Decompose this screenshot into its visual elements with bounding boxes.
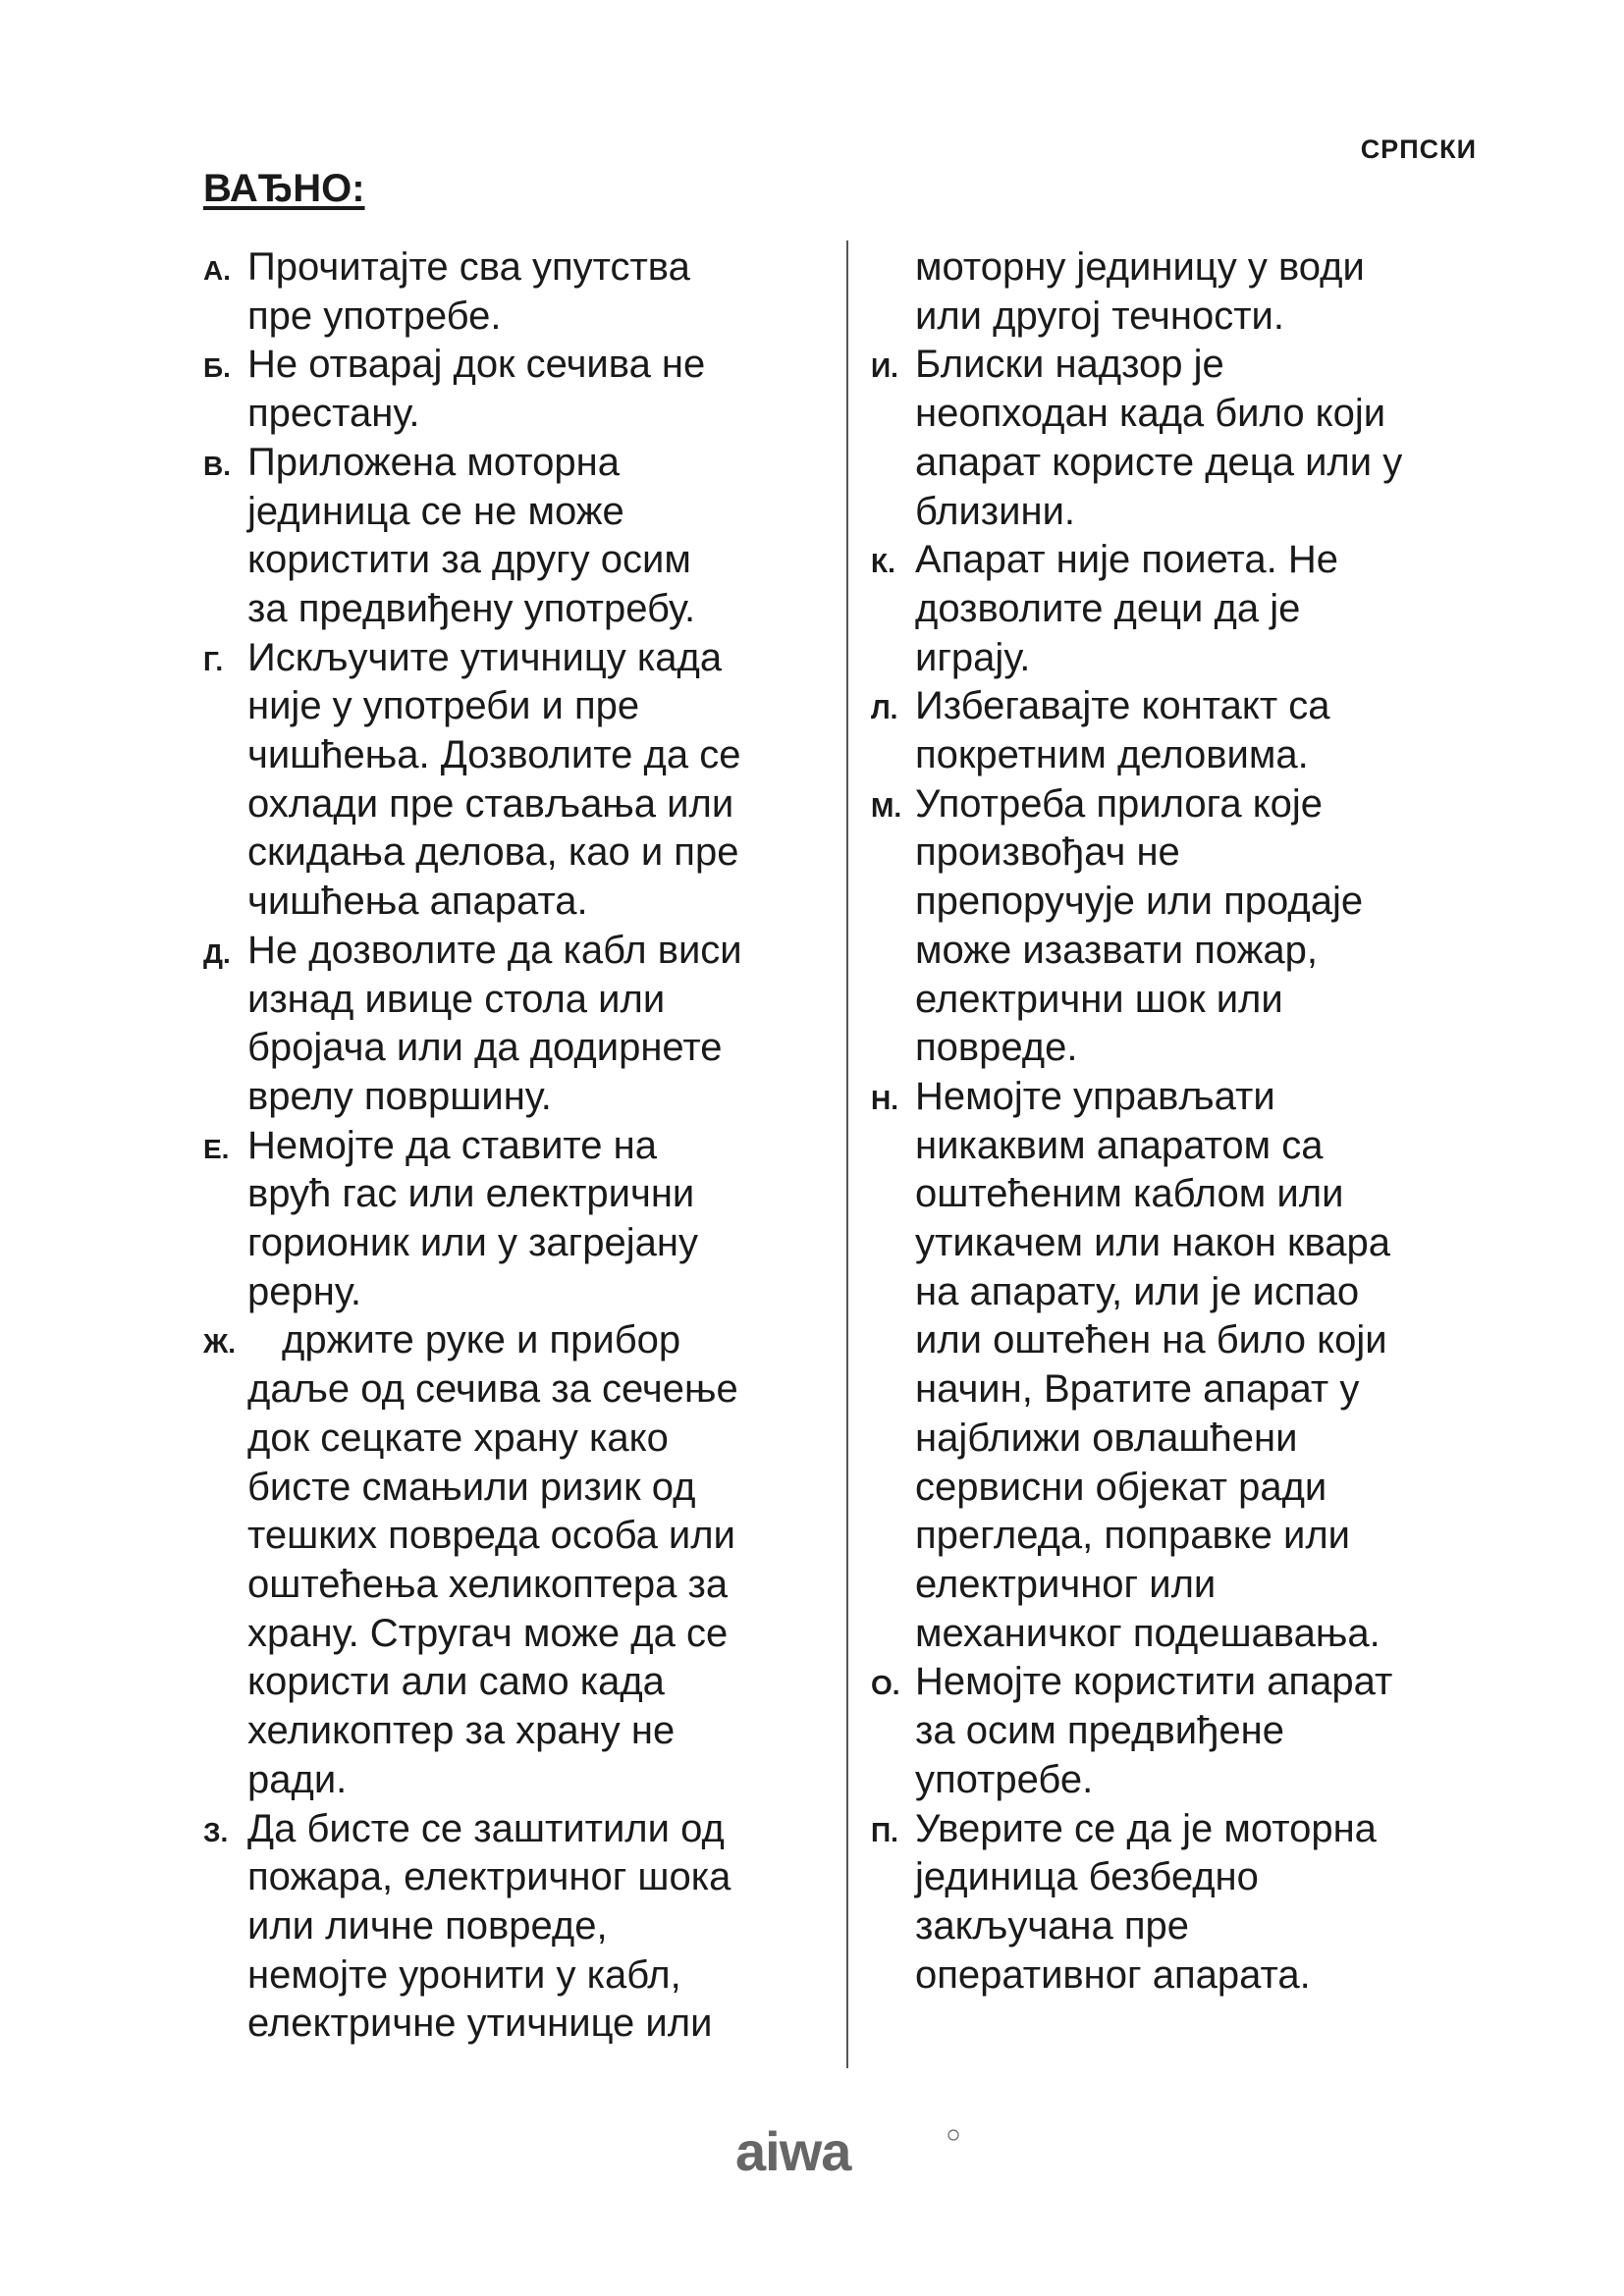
left-column [203, 243, 832, 2049]
brand-text: aiwa [735, 2123, 851, 2182]
list-item-n [871, 1073, 1499, 1658]
item-label: М. [871, 791, 902, 823]
item-text: Не дозволите да кабл виси изнад ивице стола или бројача или да додирнете врелу површину. [247, 928, 742, 1118]
item-label: З. [203, 1816, 229, 1847]
list-item-a [203, 243, 832, 341]
list-item-p [871, 1805, 1499, 2001]
item-text: Приложена моторна јединица се не може користити за другу осим за предвиђену употребу. [247, 440, 696, 630]
list-item-b [203, 341, 832, 438]
item-text: Не отварај док сечива не престану. [247, 343, 706, 436]
item-text: Блиски надзор је неопходан када било који апарат користе деца или у близини. [915, 343, 1403, 533]
item-text: држите руке и прибор даље од сечива за сечење док сецкате храну како бисте смањили ризик од тешких повреда особа или оштећења хеликоптера за храну. Стругач може да се користи али само када хеликоптер за храну не ради. [247, 1318, 738, 1801]
list-item-l [871, 682, 1499, 779]
item-text: Немојте управљати никаквим апаратом са оштећеним каблом или утикачем или након квара на апарату, или је испао или оштећен на било који начин, Вратите апарат у најближи овлашћени сервисни објекат ради прегледа, поправке или електричног или механичког подешавања. [915, 1074, 1391, 1655]
aiwa-logo [735, 2123, 961, 2182]
list-item-o [871, 1658, 1499, 1804]
item-label: Н. [871, 1084, 898, 1115]
list-item-z [203, 1805, 832, 2050]
item-text: Апарат није поиета. Не дозволите деци да је играју. [915, 538, 1338, 679]
list-item-zh [203, 1316, 832, 1804]
item-label: П. [871, 1816, 898, 1847]
list-item-k [871, 536, 1499, 682]
item-label: Б. [203, 352, 231, 384]
list-item-g [203, 634, 832, 927]
column-divider [846, 240, 848, 2068]
item-text: Немојте користити апарат за осим предвиђене употребе. [915, 1660, 1393, 1801]
item-label: И. [871, 352, 898, 384]
item-label: Г. [203, 645, 224, 676]
item-text: Употреба прилога које произвођач не препоручује или продаје може изазвати пожар, електрични шок или повреде. [915, 781, 1364, 1070]
list-item-i [871, 341, 1499, 536]
item-label: К. [871, 548, 895, 579]
item-label: Д. [203, 937, 231, 969]
page-title: ВАЂНО: [203, 167, 365, 210]
item-text: Прочитајте сва упутства пре употребе. [247, 245, 690, 338]
item-text: Избегавајте контакт са покретним деловима. [915, 684, 1330, 777]
item-label: О. [871, 1670, 900, 1701]
item-text: Немојте да ставите на врућ гас или електрични горионик или у загрејану рерну. [247, 1123, 698, 1313]
item-label: В. [203, 450, 231, 481]
item-label: Л. [871, 694, 898, 725]
continued-text: моторну јединицу у води или другој течности. [915, 245, 1365, 338]
list-item-e [203, 1122, 832, 1317]
item-text: Да бисте се заштитили од пожара, електричног шока или личне повреде, немојте уронити у кабл, електричне утичнице или [247, 1806, 731, 2046]
list-item-m [871, 780, 1499, 1073]
list-item-v [203, 439, 832, 634]
item-text: Искључите утичницу када није у употреби и пре чишћења. Дозволите да се охлади пре стављања или скидања делова, као и пре чишћења апарата. [247, 635, 741, 924]
language-label: СРПСКИ [1360, 134, 1477, 164]
item-label: Ж. [203, 1328, 237, 1360]
list-item-d [203, 927, 832, 1122]
item-label: Е. [203, 1133, 230, 1164]
right-column [871, 243, 1499, 2000]
item-text: Уверите се да је моторна јединица безбедно закључана пре оперативног апарата. [915, 1806, 1377, 1997]
registered-mark-icon [948, 2130, 958, 2140]
item-label: А. [203, 255, 231, 286]
